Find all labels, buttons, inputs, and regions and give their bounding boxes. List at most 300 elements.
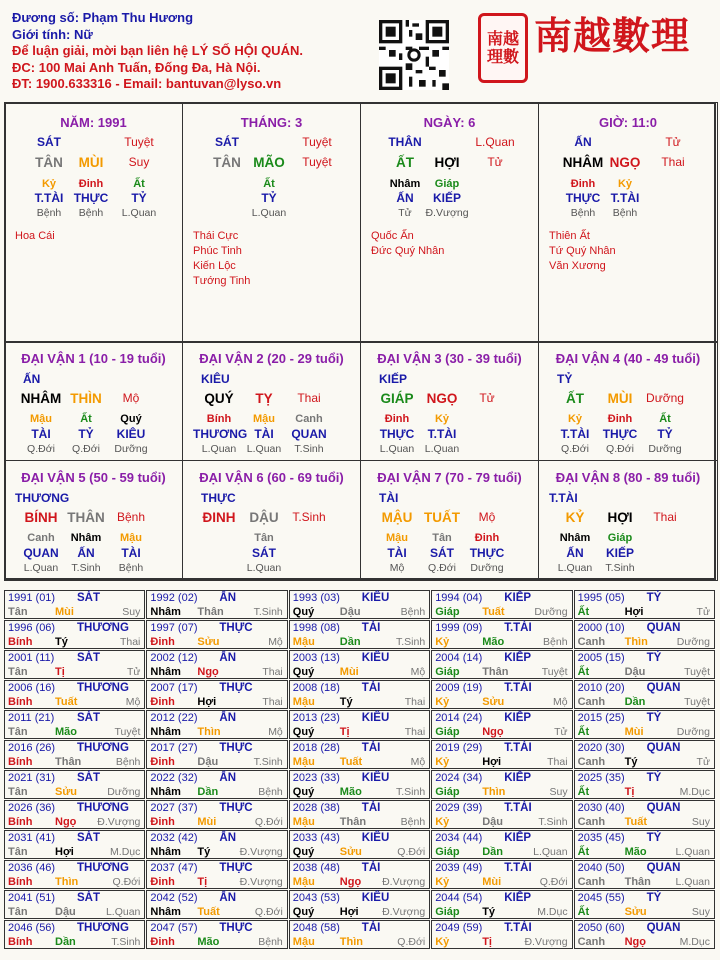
year-stage: L.Quan	[675, 876, 710, 888]
year-stem: Đinh	[150, 696, 175, 708]
shensha-item: Tứ Quý Nhân	[549, 245, 616, 257]
year-cell[interactable]	[4, 860, 145, 889]
year-cell[interactable]	[146, 800, 287, 829]
earthly-branch: MÃO	[253, 155, 285, 170]
year-cell[interactable]	[146, 590, 287, 619]
year-cell[interactable]	[146, 650, 287, 679]
year-stage: Bệnh	[258, 786, 283, 798]
luck-title: ĐẠI VẬN 6 (60 - 69 tuổi)	[199, 470, 344, 485]
hidden-stem: Đinh	[570, 178, 596, 190]
year-cell[interactable]	[4, 590, 145, 619]
hidden-stage: L.Quan	[251, 207, 287, 219]
hidden-stem: Tân	[432, 532, 452, 544]
pillar-cell	[360, 102, 539, 343]
hidden-stage: T.Sinh	[605, 562, 635, 574]
year-stem: Canh	[577, 816, 606, 828]
hidden-god: ẤN	[566, 546, 584, 560]
year-cell[interactable]	[4, 620, 145, 649]
year-branch: Thìn	[197, 726, 221, 738]
ten-god-star: THƯƠNG	[15, 491, 70, 505]
year-cell[interactable]	[574, 590, 715, 619]
year-stage: Tuyệt	[541, 666, 568, 678]
year-star: KIÊU	[361, 892, 390, 904]
year-star: KIÊU	[361, 592, 390, 604]
shensha-item: Kiến Lộc	[193, 260, 236, 272]
luck-title: ĐẠI VẬN 1 (10 - 19 tuổi)	[21, 351, 166, 366]
year-cell[interactable]	[431, 770, 572, 799]
year-cell[interactable]	[289, 710, 430, 739]
year-branch: Thân	[197, 606, 224, 618]
heavenly-stem: MẬU	[381, 510, 413, 525]
year-stage: Mộ	[268, 726, 283, 738]
year-star: TỶ	[646, 592, 662, 604]
year-cell[interactable]	[431, 740, 572, 769]
year-stage: T.Sinh	[396, 786, 426, 798]
year-cell[interactable]	[574, 830, 715, 859]
year-stem: Bính	[8, 636, 33, 648]
year-star: QUAN	[646, 802, 681, 814]
year-branch: Sửu	[197, 636, 220, 648]
year-branch: Dậu	[197, 756, 219, 768]
year-stem: Mậu	[292, 816, 315, 828]
ten-god-star: T.TÀI	[549, 491, 578, 505]
pillar-stage: Tuyệt	[124, 135, 154, 149]
year-cell[interactable]	[574, 680, 715, 709]
luck-pillar-cell	[360, 341, 539, 461]
year-stage: Dưỡng	[676, 726, 710, 738]
year-stem: Kỷ	[435, 936, 450, 948]
year-branch: Ngọ	[197, 666, 219, 678]
year-branch: Hợi	[339, 906, 359, 918]
hidden-stem: Kỷ	[567, 413, 583, 425]
year-branch: Tý	[55, 636, 68, 648]
year-star: KIÊU	[361, 652, 390, 664]
year-stem: Canh	[577, 636, 606, 648]
hidden-god: TỶ	[657, 427, 673, 441]
year-star: QUAN	[646, 622, 681, 634]
year-cell[interactable]	[574, 710, 715, 739]
hidden-stage: Q.Đới	[428, 562, 456, 574]
year-stage: M.Dục	[110, 846, 141, 858]
year-cell[interactable]	[574, 920, 715, 949]
luck-title: ĐẠI VẬN 2 (20 - 29 tuổi)	[199, 351, 344, 366]
year-cell[interactable]	[146, 740, 287, 769]
year-cell[interactable]	[146, 620, 287, 649]
annual-luck-grid	[4, 590, 716, 954]
year-cell[interactable]	[574, 620, 715, 649]
year-star: TÀI	[361, 862, 381, 874]
year-stem: Canh	[577, 696, 606, 708]
year-label: 1992 (02)	[150, 592, 198, 604]
year-branch: Mão	[339, 786, 362, 798]
year-star: SÁT	[77, 772, 100, 784]
year-cell[interactable]	[4, 770, 145, 799]
hidden-stem: Mậu	[30, 413, 52, 425]
year-stage: Bệnh	[543, 636, 568, 648]
brand-title: 南越數理	[534, 13, 691, 58]
year-cell[interactable]	[574, 890, 715, 919]
year-stem: Tân	[8, 906, 28, 918]
year-branch: Thìn	[55, 876, 79, 888]
year-cell[interactable]	[289, 620, 430, 649]
name-label: Đương số:	[12, 10, 80, 25]
year-stage: Đ.Vượng	[239, 876, 283, 888]
year-star: ẤN	[219, 832, 237, 844]
hidden-stem: Kỷ	[434, 413, 450, 425]
year-stage: Q.Đới	[397, 846, 426, 858]
year-stage: Suy	[549, 786, 568, 798]
year-label: 2044 (54)	[435, 892, 483, 904]
year-cell[interactable]	[431, 650, 572, 679]
hidden-stem: Bính	[206, 413, 232, 425]
year-label: 1991 (01)	[8, 592, 56, 604]
year-cell[interactable]	[4, 890, 145, 919]
chart-grid	[4, 102, 716, 580]
hidden-stem: Nhâm	[70, 532, 102, 544]
hidden-god: ẤN	[77, 546, 95, 560]
year-stage: Tử	[554, 726, 568, 738]
hidden-stage: L.Quan	[201, 443, 237, 455]
hidden-god: ẤN	[396, 191, 414, 205]
branch-stage: Tử	[479, 391, 495, 405]
year-label: 2002 (12)	[150, 652, 198, 664]
year-branch: Tị	[197, 876, 208, 888]
hidden-stage: Q.Đới	[27, 443, 55, 455]
year-cell[interactable]	[431, 920, 572, 949]
hidden-stage: L.Quan	[23, 562, 59, 574]
heavenly-stem: BÍNH	[24, 510, 58, 525]
earthly-branch: MÙI	[78, 155, 104, 170]
year-star: KIÊU	[361, 712, 390, 724]
brand-seal-icon: 南越 理數	[478, 13, 528, 83]
year-stem: Bính	[8, 696, 33, 708]
shensha-item: Tướng Tinh	[193, 275, 251, 287]
year-cell[interactable]	[289, 680, 430, 709]
year-stem: Bính	[8, 876, 33, 888]
year-cell[interactable]	[289, 740, 430, 769]
year-cell[interactable]	[4, 680, 145, 709]
year-branch: Dậu	[482, 816, 503, 828]
year-star: TÀI	[361, 742, 381, 754]
year-cell[interactable]	[146, 710, 287, 739]
year-cell[interactable]	[574, 800, 715, 829]
year-stage: Đ.Vượng	[97, 816, 141, 828]
year-cell[interactable]	[4, 830, 145, 859]
year-label: 2020 (30)	[577, 742, 625, 754]
year-cell[interactable]	[574, 740, 715, 769]
year-branch: Dậu	[55, 906, 76, 918]
year-stem: Tân	[8, 606, 28, 618]
year-star: KIẾP	[504, 592, 532, 604]
earthly-branch: HỢI	[434, 155, 460, 170]
year-star: THỰC	[219, 862, 253, 874]
year-label: 2003 (13)	[292, 652, 340, 664]
year-branch: Mão	[55, 726, 77, 738]
hidden-god: TỶ	[261, 191, 277, 205]
year-cell[interactable]	[431, 890, 572, 919]
earthly-branch: MÙI	[607, 391, 633, 406]
hidden-stem: Ất	[80, 413, 92, 425]
year-star: TỶ	[646, 772, 662, 784]
heavenly-stem: NHÂM	[562, 155, 604, 170]
year-cell[interactable]	[574, 770, 715, 799]
year-cell[interactable]	[4, 920, 145, 949]
year-stem: Canh	[577, 756, 606, 768]
shensha-item: Hoa Cái	[15, 230, 55, 242]
year-stage: Đ.Vượng	[524, 936, 568, 948]
year-cell[interactable]	[146, 920, 287, 949]
hidden-stage: Tử	[398, 207, 412, 219]
year-star: THƯƠNG	[77, 682, 129, 694]
hidden-god: THỰC	[73, 191, 109, 205]
year-cell[interactable]	[289, 920, 430, 949]
year-stem: Bính	[8, 816, 33, 828]
year-stem: Tân	[8, 786, 28, 798]
year-cell[interactable]	[289, 890, 430, 919]
year-label: 2026 (36)	[8, 802, 56, 814]
year-stage: Thai	[262, 696, 283, 708]
year-cell[interactable]	[146, 770, 287, 799]
luck-pillar-cell	[538, 341, 718, 461]
year-cell[interactable]	[431, 710, 572, 739]
year-branch: Sửu	[55, 786, 78, 798]
year-cell[interactable]	[431, 620, 572, 649]
year-star: TÀI	[361, 802, 381, 814]
year-cell[interactable]	[146, 680, 287, 709]
year-cell[interactable]	[289, 800, 430, 829]
year-label: 2046 (56)	[8, 922, 56, 934]
shensha-item: Thái Cực	[193, 230, 239, 242]
year-star: ẤN	[219, 592, 237, 604]
year-cell[interactable]	[574, 860, 715, 889]
year-stem: Ất	[577, 726, 590, 738]
hidden-god: T.TÀI	[427, 427, 457, 441]
hidden-stage: Dưỡng	[470, 562, 504, 574]
year-label: 2016 (26)	[8, 742, 56, 754]
luck-pillar-cell	[182, 341, 361, 461]
year-cell[interactable]	[289, 590, 430, 619]
year-star: T.TÀI	[504, 742, 532, 754]
year-label: 2021 (31)	[8, 772, 56, 784]
year-label: 1997 (07)	[150, 622, 198, 634]
hidden-god: TỶ	[78, 427, 94, 441]
year-stage: Mộ	[410, 666, 426, 678]
year-star: SÁT	[77, 892, 100, 904]
branch-stage: Suy	[128, 155, 150, 169]
shensha-item: Quốc Ấn	[371, 230, 414, 242]
year-label: 2013 (23)	[292, 712, 340, 724]
year-cell[interactable]	[4, 650, 145, 679]
year-cell[interactable]	[289, 830, 430, 859]
year-stem: Nhâm	[150, 906, 181, 918]
hidden-stage: Q.Đới	[606, 443, 634, 455]
year-stem: Đinh	[150, 756, 175, 768]
earthly-branch: NGỌ	[609, 155, 641, 170]
year-cell[interactable]	[431, 680, 572, 709]
hidden-god: SÁT	[430, 546, 454, 560]
luck-title: ĐẠI VẬN 3 (30 - 39 tuổi)	[377, 351, 522, 366]
year-stem: Tân	[8, 846, 28, 858]
year-branch: Tị	[482, 936, 492, 948]
pillar-stage: L.Quan	[475, 135, 515, 149]
year-stem: Quý	[292, 606, 315, 618]
luck-pillar-cell	[360, 460, 539, 581]
year-stage: Tử	[126, 666, 141, 678]
branch-stage: Thai	[661, 155, 685, 169]
year-star: TỶ	[646, 892, 662, 904]
year-stem: Nhâm	[150, 606, 181, 618]
year-stage: Đ.Vượng	[382, 876, 426, 888]
year-star: KIẾP	[504, 772, 532, 784]
year-star: THỰC	[219, 742, 253, 754]
year-star: KIẾP	[504, 832, 532, 844]
year-label: 1995 (05)	[577, 592, 625, 604]
year-cell[interactable]	[4, 800, 145, 829]
hidden-god: THƯƠNG	[193, 427, 248, 441]
heavenly-stem: ẤT	[566, 391, 584, 406]
year-stem: Ất	[577, 606, 590, 618]
year-cell[interactable]	[289, 650, 430, 679]
hidden-stage: Q.Đới	[72, 443, 100, 455]
hidden-stage: T.Sinh	[71, 562, 101, 574]
year-cell[interactable]	[4, 740, 145, 769]
ten-god-star: TỶ	[557, 372, 573, 386]
hidden-stem: Mậu	[253, 413, 275, 425]
year-cell[interactable]	[431, 830, 572, 859]
year-stage: Tuyệt	[684, 696, 710, 708]
year-stem: Canh	[577, 876, 606, 888]
year-stem: Giáp	[435, 906, 460, 918]
year-stem: Giáp	[435, 786, 460, 798]
year-stage: Đ.Vượng	[239, 846, 283, 858]
year-label: 2014 (24)	[435, 712, 483, 724]
year-branch: Hợi	[482, 756, 502, 768]
year-branch: Mùi	[339, 666, 359, 678]
year-stage: L.Quan	[105, 906, 141, 918]
year-stage: Q.Đới	[254, 906, 283, 918]
year-branch: Dần	[339, 636, 361, 648]
branch-stage: Bệnh	[116, 510, 146, 524]
year-stage: Suy	[691, 906, 710, 918]
year-star: QUAN	[646, 922, 681, 934]
year-stem: Tân	[8, 666, 28, 678]
earthly-branch: TỴ	[255, 391, 273, 406]
year-branch: Tuất	[197, 906, 220, 918]
branch-stage: Thai	[653, 510, 677, 524]
year-stem: Quý	[292, 906, 315, 918]
year-label: 2049 (59)	[435, 922, 483, 934]
gender-value: Nữ	[73, 26, 93, 42]
year-branch: Thìn	[482, 786, 506, 798]
year-star: TỶ	[646, 832, 662, 844]
year-cell[interactable]	[146, 860, 287, 889]
hidden-god: TÀI	[387, 546, 407, 560]
hidden-stage: Dưỡng	[648, 443, 682, 455]
hidden-god: THỰC	[565, 191, 601, 205]
year-star: QUAN	[646, 682, 681, 694]
hidden-stage: L.Quan	[424, 443, 460, 455]
year-stage: Bệnh	[115, 756, 141, 768]
year-branch: Tị	[624, 786, 635, 798]
year-cell[interactable]	[574, 650, 715, 679]
hidden-stem: Giáp	[607, 532, 633, 544]
year-branch: Sửu	[339, 846, 362, 858]
year-stem: Bính	[8, 756, 33, 768]
year-cell[interactable]	[431, 590, 572, 619]
year-label: 2050 (60)	[577, 922, 625, 934]
year-stage: Q.Đới	[397, 936, 426, 948]
year-cell[interactable]	[146, 890, 287, 919]
year-cell[interactable]	[146, 830, 287, 859]
ten-god-star: ẤN	[574, 135, 592, 149]
year-stage: L.Quan	[675, 846, 710, 858]
year-cell[interactable]	[431, 860, 572, 889]
year-cell[interactable]	[4, 710, 145, 739]
pillar-title: NGÀY: 6	[423, 115, 476, 130]
year-stem: Quý	[292, 846, 315, 858]
hidden-god: T.TÀI	[610, 191, 640, 205]
year-label: 2015 (25)	[577, 712, 625, 724]
year-cell[interactable]	[289, 770, 430, 799]
year-stem: Đinh	[150, 636, 175, 648]
year-star: ẤN	[219, 712, 237, 724]
year-label: 2047 (57)	[150, 922, 198, 934]
year-star: THỰC	[219, 622, 253, 634]
year-label: 2039 (49)	[435, 862, 483, 874]
year-star: TỶ	[646, 712, 662, 724]
hidden-stem: Đinh	[607, 413, 633, 425]
hidden-god: TÀI	[254, 427, 274, 441]
pillar-stage: Tử	[665, 135, 681, 149]
year-stage: Mộ	[268, 636, 283, 648]
hidden-stem: Mậu	[386, 532, 408, 544]
hidden-god: QUAN	[23, 546, 59, 560]
year-star: ẤN	[219, 892, 237, 904]
year-stem: Kỷ	[435, 756, 450, 768]
year-stage: Mộ	[125, 696, 141, 708]
hidden-god: KIẾP	[605, 546, 634, 560]
qr-code-icon[interactable]	[379, 20, 449, 90]
year-star: T.TÀI	[504, 862, 532, 874]
year-label: 1999 (09)	[435, 622, 483, 634]
luck-pillar-cell	[182, 460, 361, 581]
year-branch: Thân	[55, 756, 82, 768]
year-cell[interactable]	[431, 800, 572, 829]
year-cell[interactable]	[289, 860, 430, 889]
hidden-god: THỰC	[379, 427, 415, 441]
year-star: TỶ	[646, 652, 662, 664]
year-label: 1994 (04)	[435, 592, 483, 604]
year-label: 2027 (37)	[150, 802, 198, 814]
year-stem: Ất	[577, 786, 590, 798]
hidden-stem: Quý	[120, 413, 142, 425]
year-branch: Mão	[482, 636, 505, 648]
year-stem: Ất	[577, 666, 590, 678]
branch-stage: Tử	[487, 155, 503, 169]
year-branch: Tuất	[624, 816, 647, 828]
year-stage: Bệnh	[400, 606, 426, 618]
pillar-cell	[182, 102, 361, 343]
heavenly-stem: NHÂM	[20, 391, 62, 406]
year-stem: Kỷ	[435, 696, 450, 708]
year-stage: Q.Đới	[112, 876, 141, 888]
year-branch: Sửu	[624, 906, 647, 918]
year-label: 2001 (11)	[8, 652, 55, 664]
year-label: 2033 (43)	[292, 832, 340, 844]
year-label: 2005 (15)	[577, 652, 625, 664]
hidden-god: SÁT	[252, 546, 276, 560]
year-stem: Kỷ	[435, 876, 450, 888]
